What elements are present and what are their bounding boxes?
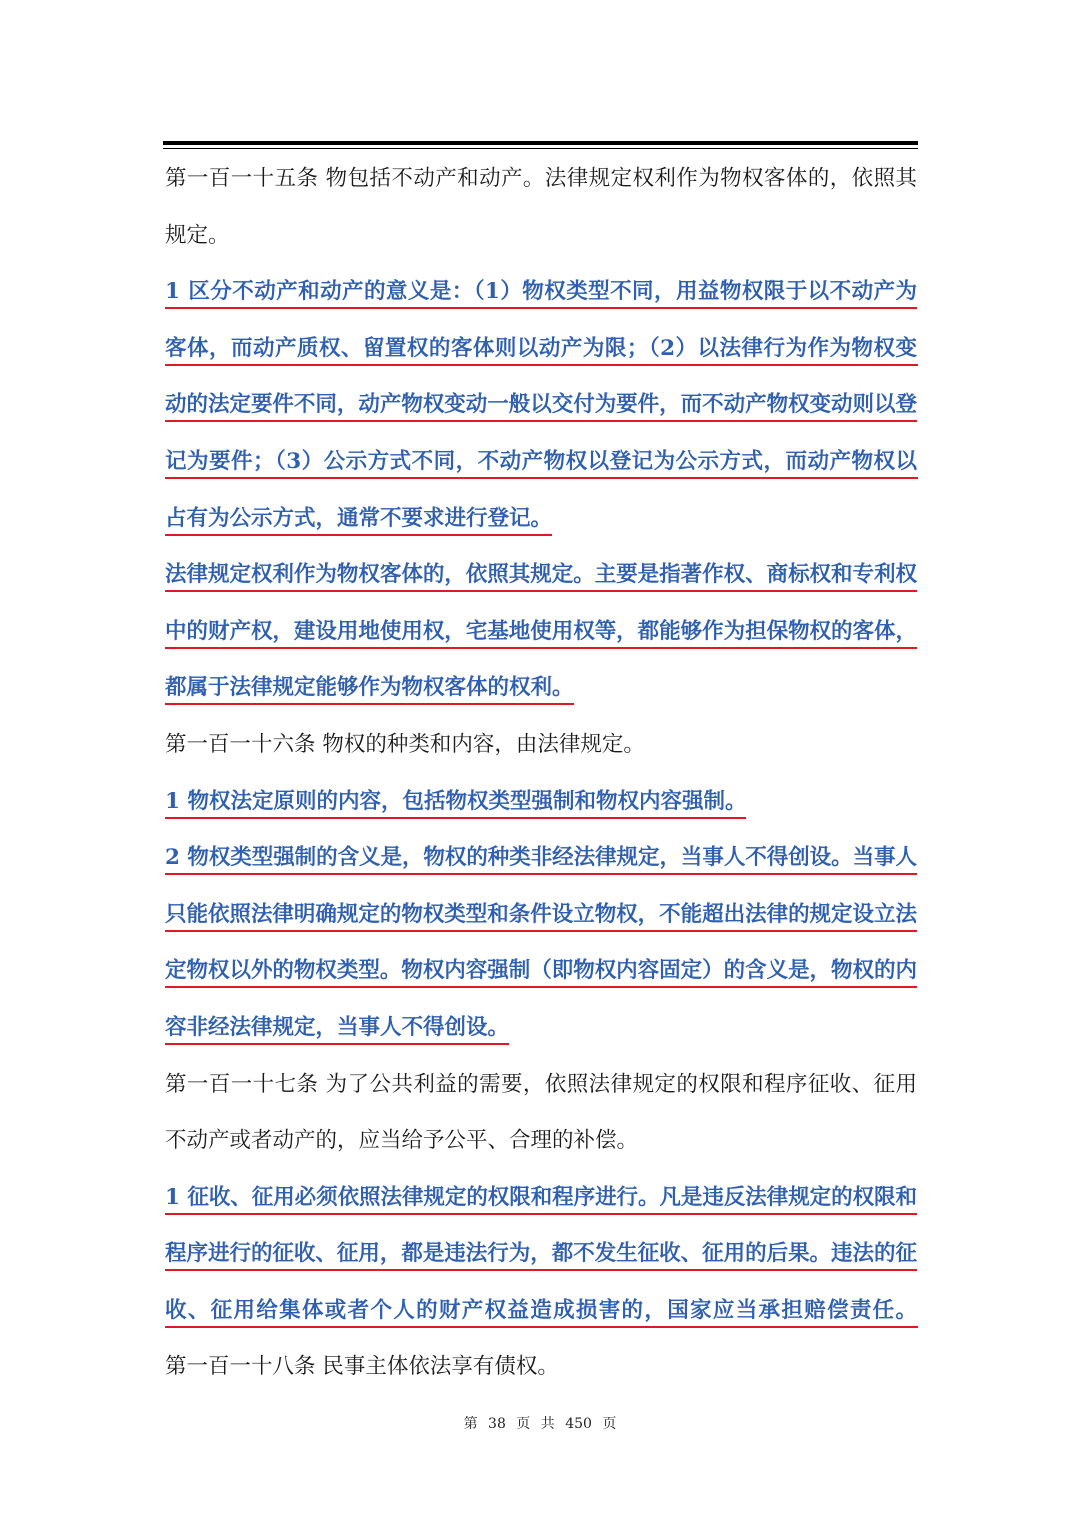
text-line [165,151,917,208]
line-text: 都属于法律规定能够作为物权客体的权利。 [165,675,574,705]
line-text: 1 物权法定原则的内容，包括物权类型强制和物权内容强制。 [165,789,746,819]
annotation-paragraph [165,830,917,1056]
text-line [165,830,917,887]
text-line [165,604,917,661]
text-line [165,264,917,321]
header-rule-thin [163,148,918,149]
text-line [165,1339,917,1396]
text-line [165,660,917,717]
page-footer: 第 38 页 共 450 页 [463,1416,617,1432]
line-text: 1 区分不动产和动产的意义是：（1）物权类型不同，用益物权限于以不动产为 [165,279,917,309]
text-line [165,1057,917,1114]
annotation-paragraph [165,547,917,717]
text-line [165,717,917,774]
article-paragraph [165,151,917,264]
annotation-paragraph [165,1170,917,1340]
line-text: 容非经法律规定，当事人不得创设。 [165,1015,509,1045]
text-line [165,887,917,944]
text-line [165,491,917,548]
text-line [165,434,917,491]
line-text: 第一百一十八条 民事主体依法享有债权。 [165,1354,559,1380]
line-text: 规定。 [165,222,230,248]
line-text: 只能依照法律明确规定的物权类型和条件设立物权，不能超出法律的规定设立法 [165,902,917,932]
line-text: 动的法定要件不同，动产物权变动一般以交付为要件，而不动产物权变动则以登 [165,392,917,422]
line-text: 1 征收、征用必须依照法律规定的权限和程序进行。凡是违反法律规定的权限和 [165,1185,917,1215]
text-line [165,208,917,265]
article-paragraph [165,1057,917,1170]
article-paragraph [165,1339,917,1396]
text-line [165,774,917,831]
text-line [165,321,917,378]
annotation-paragraph [165,264,917,547]
line-text: 不动产或者动产的，应当给予公平、合理的补偿。 [165,1128,639,1154]
line-text: 记为要件；（3）公示方式不同，不动产物权以登记为公示方式，而动产物权以 [165,449,918,479]
line-text: 法律规定权利作为物权客体的，依照其规定。主要是指著作权、商标权和专利权 [165,562,917,592]
article-paragraph [165,717,917,774]
text-line [165,1170,917,1227]
line-text: 占有为公示方式，通常不要求进行登记。 [165,506,552,536]
text-line [165,1283,917,1340]
line-text: 2 物权类型强制的含义是，物权的种类非经法律规定，当事人不得创设。当事人 [165,845,917,875]
line-text: 程序进行的征收、征用，都是违法行为，都不发生征收、征用的后果。违法的征 [165,1241,917,1271]
header-rule [163,141,918,145]
line-text: 收、征用给集体或者个人的财产权益造成损害的，国家应当承担赔偿责任。 [165,1298,918,1328]
text-line [165,1000,917,1057]
line-text: 第一百一十五条 物包括不动产和动产。法律规定权利作为物权客体的，依照其 [165,166,918,191]
text-line [165,377,917,434]
text-line [165,943,917,1000]
text-line [165,1113,917,1170]
line-text: 定物权以外的物权类型。物权内容强制（即物权内容固定）的含义是，物权的内 [165,958,917,988]
annotation-paragraph [165,774,917,831]
text-line [165,547,917,604]
line-text: 第一百一十六条 物权的种类和内容，由法律规定。 [165,731,645,757]
line-text: 客体，而动产质权、留置权的客体则以动产为限；（2）以法律行为作为物权变 [165,336,918,366]
line-text: 中的财产权，建设用地使用权，宅基地使用权等，都能够作为担保物权的客体， [165,619,917,649]
line-text: 第一百一十七条 为了公共利益的需要，依照法律规定的权限和程序征收、征用 [165,1071,918,1097]
page-content [165,151,917,1396]
text-line [165,1226,917,1283]
